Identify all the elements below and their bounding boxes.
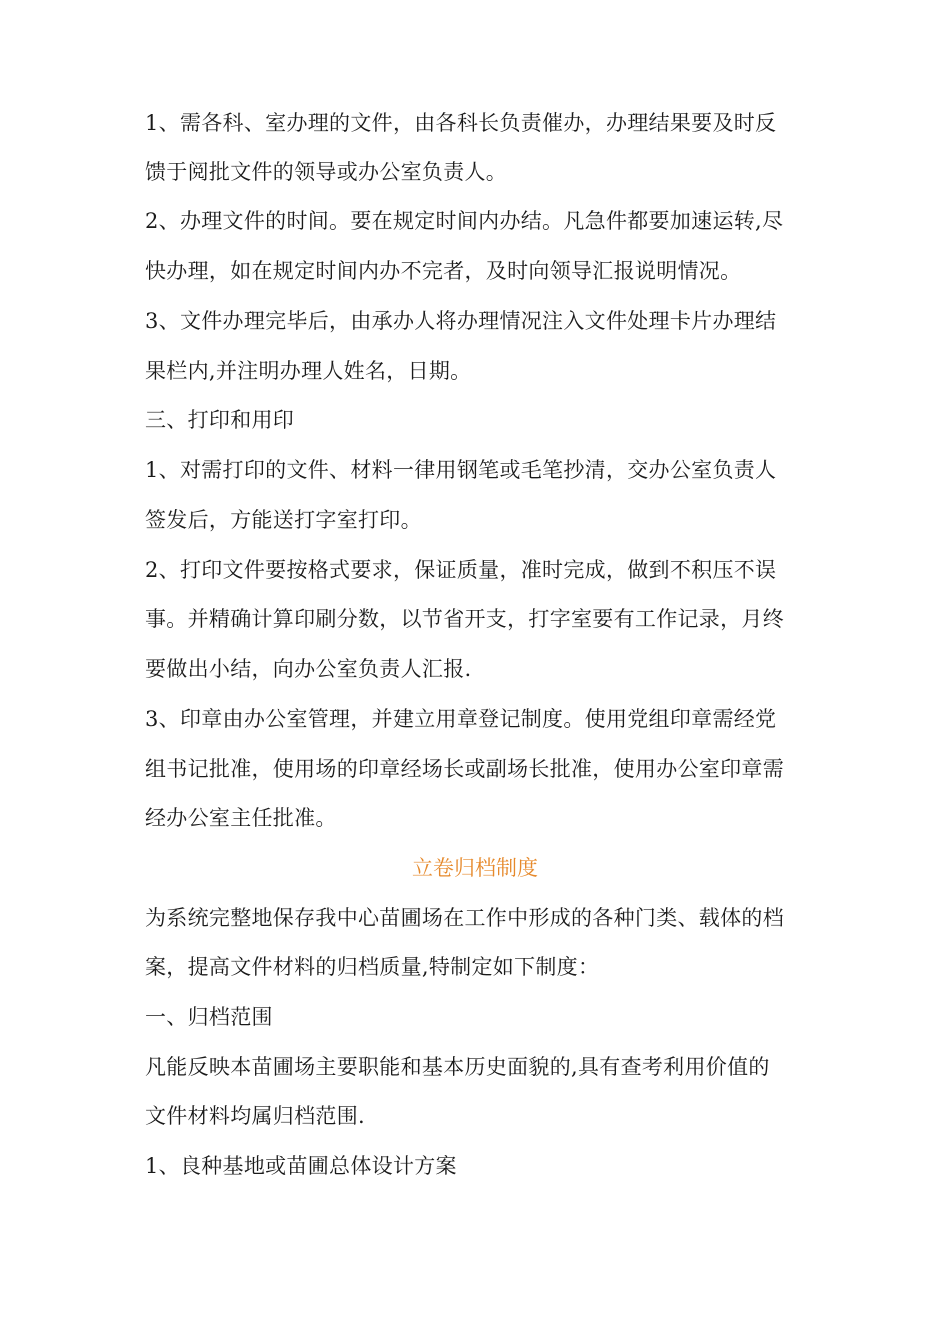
paragraph-line: 2、打印文件要按格式要求，保证质量，准时完成，做到不积压不误 bbox=[145, 558, 777, 582]
section-subheading: 三、打印和用印 bbox=[145, 408, 295, 432]
paragraph-line: 馈于阅批文件的领导或办公室负责人。 bbox=[145, 160, 508, 184]
paragraph-line: 快办理，如在规定时间内办不完者，及时向领导汇报说明情况。 bbox=[145, 259, 742, 283]
section-subheading: 一、归档范围 bbox=[145, 1005, 273, 1029]
paragraph-line: 3、印章由办公室管理，并建立用章登记制度。使用党组印章需经党 bbox=[145, 707, 777, 731]
paragraph-line: 凡能反映本苗圃场主要职能和基本历史面貌的,具有查考利用价值的 bbox=[145, 1055, 770, 1079]
paragraph-line: 组书记批准，使用场的印章经场长或副场长批准，使用办公室印章需 bbox=[145, 757, 784, 781]
paragraph-line: 要做出小结，向办公室负责人汇报. bbox=[145, 657, 472, 681]
paragraph-line: 案，提高文件材料的归档质量,特制定如下制度： bbox=[145, 955, 600, 979]
section-title: 立卷归档制度 bbox=[412, 856, 538, 880]
paragraph-line: 为系统完整地保存我中心苗圃场在工作中形成的各种门类、载体的档 bbox=[145, 906, 784, 930]
paragraph-line: 1、需各科、室办理的文件，由各科长负责催办，办理结果要及时反 bbox=[145, 111, 777, 135]
paragraph-line: 果栏内,并注明办理人姓名，日期。 bbox=[145, 359, 472, 383]
paragraph-line: 文件材料均属归档范围. bbox=[145, 1104, 365, 1128]
paragraph-line: 签发后，方能送打字室打印。 bbox=[145, 508, 422, 532]
paragraph-line: 3、文件办理完毕后，由承办人将办理情况注入文件处理卡片办理结 bbox=[145, 309, 777, 333]
paragraph-line: 经办公室主任批准。 bbox=[145, 806, 337, 830]
list-item: 1、良种基地或苗圃总体设计方案 bbox=[145, 1154, 457, 1178]
paragraph-line: 1、对需打印的文件、材料一律用钢笔或毛笔抄清，交办公室负责人 bbox=[145, 458, 777, 482]
paragraph-line: 事。并精确计算印刷分数，以节省开支，打字室要有工作记录，月终 bbox=[145, 607, 784, 631]
paragraph-line: 2、办理文件的时间。要在规定时间内办结。凡急件都要加速运转,尽 bbox=[145, 209, 784, 233]
